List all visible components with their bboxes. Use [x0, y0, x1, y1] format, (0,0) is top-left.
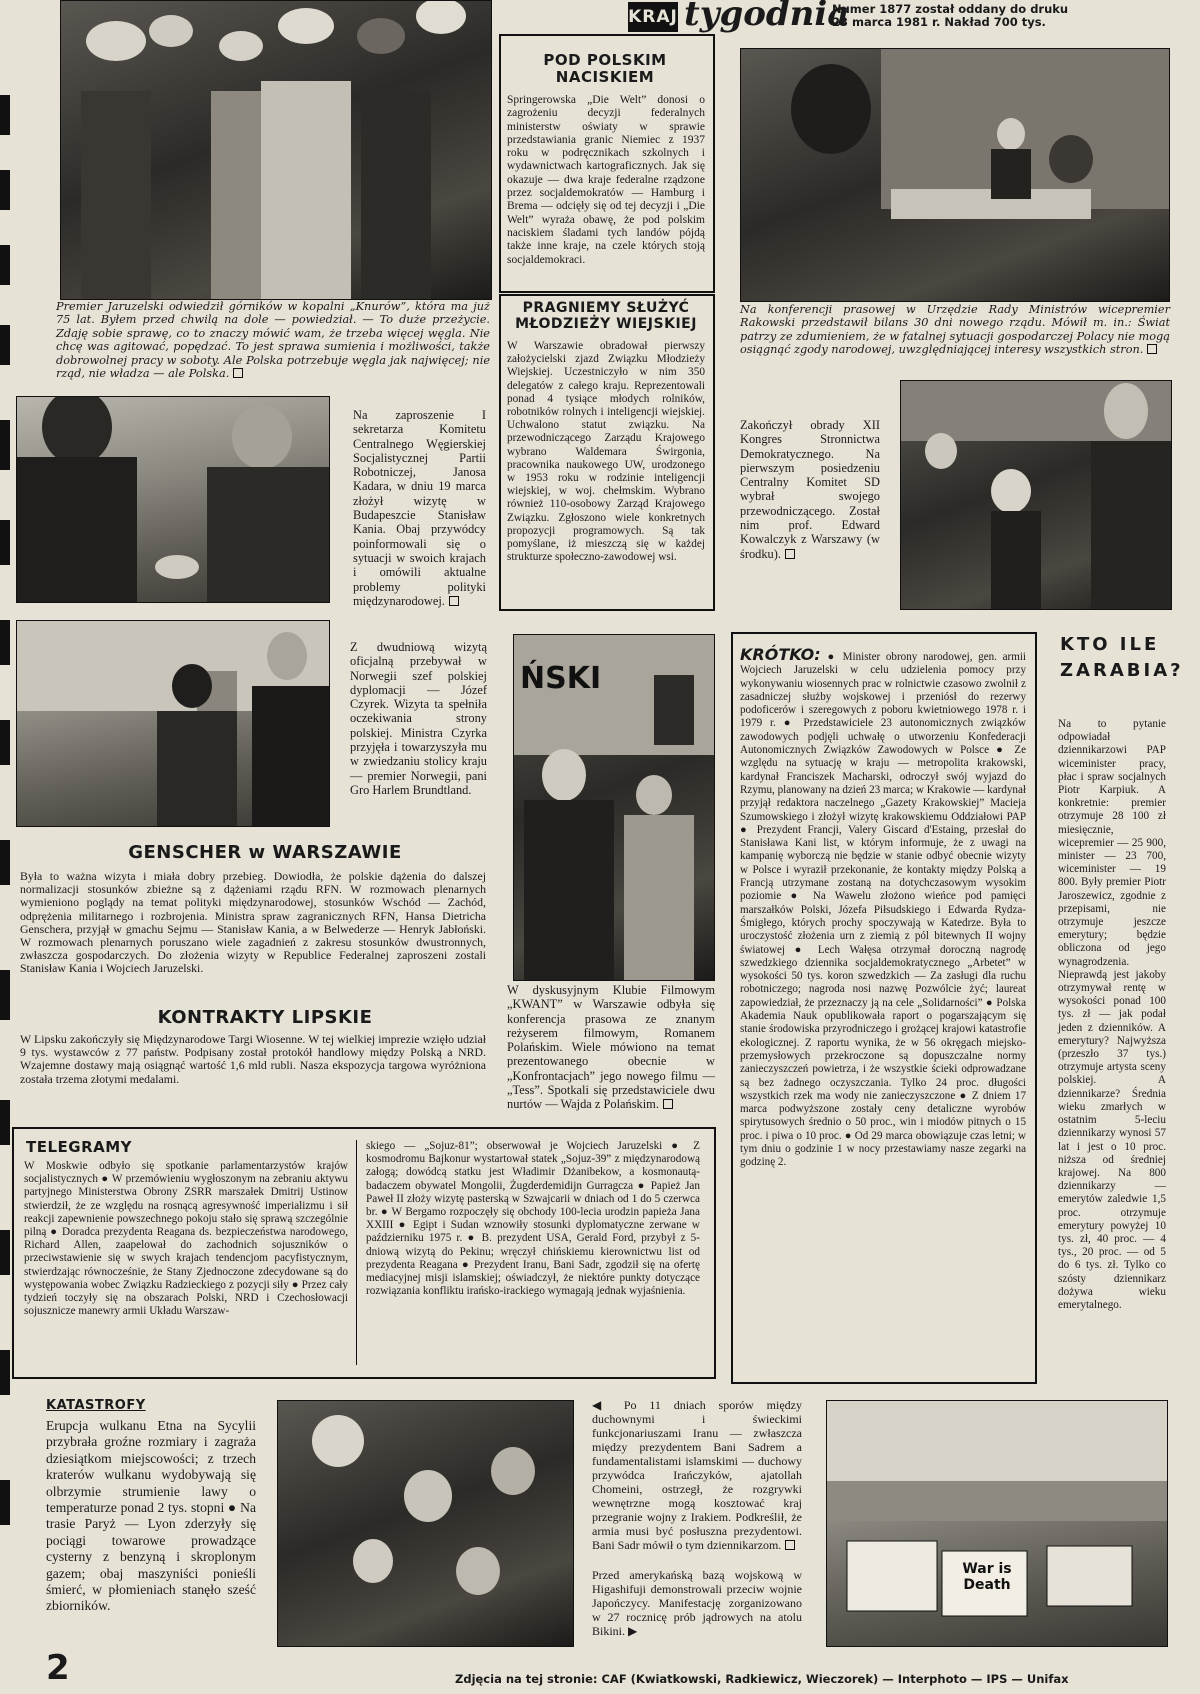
miners-photo — [60, 0, 492, 300]
rakowski-photo — [740, 48, 1170, 302]
krotko-body: KRÓTKO: ● Minister obrony narodowej, gen. armii Wojciech Jaruzelski w celu udzielenia pomocy przy wykonywaniu wiosennych prac w rolnictwie czasowo zwolnił z zasadniczej służby wojskowej i przeniósł do rezerwy podoficerów i szeregowych z poboru kwietniowego 1978 r. i 1979 r. ● Przedstawiciele 23 autonomicznych związków zawodowych podjęli uchwałę o utworzeniu Konfederacji Autonomicznych Związków Zawodowych w Polsce ● Ze względu na sytuację w kraju — metropolita krakowski, kardynał Franciszek Macharski, odroczył swój wyjazd do Rzymu, planowany na dzień 23 marca; w Krakowie — kardynał przyjął redaktora naczelnego „Gazety Krakowskiej” Macieja Szumowskiego i złożył wizytę krakowskiemu Oddziałowi PAP ● Prezydent Francji, Valery Giscard d'Estaing, przesłał do Stanisława Kani list, w którym informuje, że z uwagi na kampanię wyborczą nie będzie w stanie odbyć obecnie wizyty w Polsce i wyraził przekonanie, że kontakty między Polską a Francją utrzymane zostaną na dotychczasowym wysokim poziomie ● Na Wawelu złożono wieńce pod pamięci marszałków Polski, Józefa Piłsudskiego i Edwarda Rydza-Śmigłego, których prochy spoczywają w Katedrze. Była to uroczystość złożenia urn z ziemią z pól bitewnych II wojny światowej ● Lech Wałęsa otrzymał doroczną nagrodę szwedzkiego dziennika socjaldemokratycznego „Arbetet” w wysokości 50 tys. koron szwedzkich — Za zasługi dla ruchu robotniczego; nagroda nosi nazwę Pozwólcie żyć; laureat zapowiedział, że przeznaczy ją na cele „Solidarności” ● Polska Akademia Nauk opublikowała raport o pogarszającym się stanie środowiska przyrodniczego i grożącej krajowi katastrofie ekologicznej. Z raportu wynika, że w 56 okręgach miejsko-przemysłowych przekroczone są dopuszczalne normy zanieczyszczeń powietrza, i że wszystkie ścieki odprowadzane są bez żadnego oczyszczania. Tylko 24 proc. długości wszystkich rzek ma wody nie zanieczyszczone ● Z dniem 17 marca podwyższone zostały ceny detaliczne wyrobów spirytusowych średnio o 50 proc., win i miodów pitnych o 15 proc. i piwa o 10 proc. ● Od 29 marca obowiązuje czas letni; w tym dniu o godzinie 1 w nocy przestawiamy nasze zegarki na godzinę 2. — [740, 645, 1026, 1169]
telegramy-body-left: W Moskwie odbyło się spotkanie parlamentarzystów krajów socjalistycznych ● W przemówieniu wygłoszonym na zebraniu aktywu partyjnego Ministerstwa Obrony ZSRR marszałek Dmitrij Ustinow stwierdził, że ze względu na rosnącą agresywność imperializmu i sił reakcji zapewnienie powszechnego pokoju stało się sprawą szczególnie pilną ● Doradca prezydenta Reagana ds. bezpieczeństwa narodowego, Richard Allen, zaapelował do zachodnich sojuszników o przeciwstawienie się w swych krajach tendencjom pacyfistycznym, stwierdzając równocześnie, że Stany Zjednoczone zdecydowane są do występowania wobec Związku Radzieckiego z pozycji siły ● Przez cały tydzień toczyły się na obszarach Polski, NRD i Czechosłowacji sojusznicze manewry armii Układu Warszaw- — [24, 1160, 348, 1318]
kwant-photo — [513, 634, 715, 981]
genscher-title: GENSCHER w WARSZAWIE — [128, 842, 402, 863]
krotko-title: KRÓTKO: — [740, 645, 821, 664]
end-mark — [785, 549, 795, 559]
binding-mark — [0, 720, 10, 765]
kto-ile-title: KTO ILE ZARABIA? — [1060, 634, 1184, 681]
binding-mark — [0, 95, 10, 135]
kania-budapest-photo — [16, 396, 330, 603]
pod-polskim-title: POD POLSKIM NACISKIEM — [543, 51, 667, 86]
katastrofy-body: Erupcja wulkanu Etna na Sycylii przybrała groźne rozmiary i zagraża dziesiątkom miejscowości; z trzech kraterów wulkanu wydobywają się olbrzymie strumienie lawy o temperaturze ponad 2 tys. stopni ● Na trasie Paryż — Lyon zderzyły się pociągi towarowe prowadzące cysterny z benzyną i skroplonym gazem; obaj maszyniści ponieśli śmierć, w płomieniach stanęło sześć zbiorników. — [46, 1418, 256, 1614]
binding-mark — [0, 1100, 10, 1145]
telegramy-divider — [356, 1140, 357, 1365]
binding-mark — [0, 970, 10, 1020]
rakowski-caption: Na konferencji prasowej w Urzędzie Rady Ministrów wicepremier Rakowski przedstawił bilans 30 dni nowego rządu. Mówił m. in.: Świat patrzy ze zdumieniem, że w fatalnej sytuacji gospodarczej Polacy nie mogą osiągnąć zgody narodowej, uwzględniającej interesy wszystkich stron. — [740, 303, 1170, 357]
katastrofy-title: KATASTROFY — [46, 1398, 146, 1413]
binding-mark — [0, 245, 10, 285]
kwant-sign: ŃSKI — [520, 661, 602, 696]
sd-congress-photo — [900, 380, 1172, 610]
telegramy-title: TELEGRAMY — [26, 1138, 133, 1156]
binding-mark — [0, 520, 10, 565]
sd-congress-text: Zakończył obrady XII Kongres Stronnictwa Demokratycznego. Na pierwszym posiedzeniu Centralny Komitet SD wybrał swojego przewodniczącego. Został nim prof. Edward Kowalczyk z Warszawy (w środku). — [740, 418, 880, 561]
iran-photo — [277, 1400, 574, 1647]
poster-sign: War is Death — [962, 1561, 1012, 1593]
binding-mark — [0, 170, 10, 210]
end-mark — [233, 368, 243, 378]
binding-mark — [0, 420, 10, 470]
kania-budapest-text: Na zaproszenie I sekretarza Komitetu Centralnego Węgierskiej Socjalistycznej Partii Robotniczej, Janosa Kadara, w dniu 19 marca złożył wizytę w Budapeszcie Stanisław Kania. Obaj przywódcy poinformowali się o sytuacji w swoich krajach i omówili aktualne problemy polityki międzynarodowej. — [353, 408, 486, 608]
photo-credits: Zdjęcia na tej stronie: CAF (Kwiatkowski, Radkiewicz, Wieczorek) — Interphoto — IPS — Unifax — [455, 1672, 1069, 1686]
page-number: 2 — [46, 1648, 70, 1688]
binding-mark — [0, 840, 10, 885]
kontrakty-title: KONTRAKTY LIPSKIE — [157, 1007, 373, 1028]
end-mark — [1147, 344, 1157, 354]
iran-caption: ◀ Po 11 dniach sporów między duchownymi i świeckimi funkcjonariuszami Iranu — zwłaszcza między prezydentem Bani Sadrem a fundamentalistami islamskimi — duchowy przywódca Irańczyków, ajatollah Chomeini, ostrzegł, że rozgrywki wewnętrzne mogą kosztować kraj przegranie wojny z Irakiem. Podkreślił, że armia musi być posłuszna prezydentowi. Bani Sadr mówił o tym dziennikarzom. — [592, 1398, 802, 1552]
kwant-caption: W dyskusyjnym Klubie Filmowym „KWANT” w Warszawie odbyła się konferencja prasowa ze znanym reżyserem filmowym, Romanem Polańskim. Wiele mówiono na temat prezentowanego obecnie w „Konfrontacjach” jego nowego filmu — „Tess”. Spotkali się przedstawiciele dwu nurtów — Wajda z Polańskim. — [507, 983, 715, 1112]
binding-mark — [0, 1350, 10, 1395]
binding-mark — [0, 620, 10, 665]
masthead-logo: KRAJ — [628, 2, 678, 32]
czyrek-norway-photo — [16, 620, 330, 827]
telegramy-body-right: skiego — „Sojuz-81”; obserwował je Wojciech Jaruzelski ● Z kosmodromu Bajkonur wystartował statek „Sojuz-39” z międzynarodową załogą; dowódcą statku jest Władimir Dżanibekow, a kosmonautą-badaczem obywatel Mongolii, Żugderdemidijn Gurragcza ● Papież Jan Paweł II złoży wizytę pasterską w Szwajcarii w dniach od 1 do 5 czerwca br. ● W Bergamo rozpoczęły się obchody 100-lecia urodzin papieża Jana XXIII ● Egipt i Sudan wznowiły stosunki dyplomatyczne zerwane w październiku 1975 r. ● B. prezydent USA, Gerald Ford, przybył z 5-dniową wizytą do Pekinu; wręczył chińskiemu kierownictwu list od prezydenta Reagana ● Prezydent Iranu, Bani Sadr, zgodził się na ofertę mediacyjnej misji islamskiej; oświadczył, że niektóre punkty dotyczące rozwiązania konfliktu irańsko-irackiego wymagają jednak wyjaśnienia. — [366, 1140, 700, 1298]
miners-caption: Premier Jaruzelski odwiedził górników w kopalni „Knurów”, która ma już 75 lat. Byłem przed chwilą na dole — powiedział. — To duże przeżycie. Zdaję sobie sprawę, co to znaczy mówić wam, że trzeba więcej węgla. Nie chcę was agitować, popędzać. To jest sprawa sumienia i możliwości, także dobrowolnej pracy w soboty. Ale Polska potrzebuje węgla jak najwięcej; nie rząd, nie władza — ale Polska. — [56, 300, 490, 381]
kto-ile-body: Na to pytanie odpowiadał dziennikarzowi PAP wiceminister pracy, płac i spraw socjalnych Piotr Karpiuk. A konkretnie: premier otrzymuje 28 100 zł miesięcznie, wicepremier — 25 900, minister — 23 700, wiceminister — 19 800. Były premier Piotr Jaroszewicz, zgodnie z przepisami, nie otrzymuje jeszcze emerytury; będzie obliczona od jego wynagrodzenia. Nieprawdą jest jakoby otrzymywał rentę w wysokości ponad 100 tys. zł — jak podał jeden z dzienników. A emerytury? Najwyższa (przeszło 37 tys.) otrzymuje artysta sceny polskiej. A dziennikarze? Średnia wieku zmarłych w ostatnim 5-leciu dziennikarzy wynosi 57 lat i jest o 10 proc. niższa od średniej krajowej. Na 800 dziennikarzy — emerytów zaledwie 1,5 proc. otrzymuje emerytury powyżej 10 tys. zł, 40 proc. — 4 tys., 20 proc. — od 5 do 6 tys. zł. Tylko co szósty dziennikarz dożywa wieku emerytalnego. — [1058, 718, 1166, 1311]
japan-caption: Przed amerykańską bazą wojskową w Higashifuji demonstrowali przeciw wojnie Japończycy. Manifestację zorganizowano w 27 rocznicę prób jądrowych na atolu Bikini. ▶ — [592, 1568, 802, 1638]
pragniemy-body: W Warszawie obradował pierwszy założycielski zjazd Związku Młodzieży Wiejskiej. Uczestniczyło w nim 350 delegatów z całego kraju. Reprezentowali ponad 4 tysiące młodych rolników, robotników rolnych i inteligencji wiejskiej. Uchwalono statut związku. Na przewodniczącego Zarządu Krajowego wybrano Waldemara Świrgonia, pracownika naukowego UW, urodzonego w 1953 roku w rodzinie inteligencji wiejskiej, w woj. chełmskim. Wybrano również 110-osobowy Zarząd Krajowego Związku. Zgłoszono wiele konkretnych propozycji programowych. Są tak pomyślane, iż mieszczą się w każdej strukturze społeczno-zawodowej wsi. — [507, 340, 705, 564]
japan-photo — [826, 1400, 1168, 1647]
issue-note: Numer 1877 został oddany do druku 23 marca 1981 r. Nakład 700 tys. — [832, 2, 1069, 29]
masthead-title: tygodnia — [684, 0, 850, 34]
pod-polskim-body: Springerowska „Die Welt” donosi o zagrożeniu decyzji federalnych ministerstw oświaty w sprawie przedstawiania granic Niemiec z 1937 roku w podręcznikach szkolnych i wydawnictwach kartograficznych. Jak się okazuje — dwa kraje federalne rządzone przez socjaldemokratów — Hamburg i Brema — odcięły się od tej decyzji i „Die Welt” wyraża obawę, że pod polskim naciskiem śladami tych landów pójdą także inne kraje, na czele których stoją socjaldemokraci. — [507, 94, 705, 266]
binding-mark — [0, 325, 10, 365]
end-mark — [663, 1099, 673, 1109]
genscher-body: Była to ważna wizyta i miała dobry przebieg. Dowiodła, że polskie dążenia do dalszej normalizacji stosunków zbieżne są z dążeniami rządu RFN. W rozmowach plenarnych wymieniono poglądy na temat polityki międzynarodowej, stosunków Wschód — Zachód, odprężenia militarnego i rozbrojenia. Ministra spraw zagranicznych RFN, Hansa Dietricha Genschera, przyjął w gmachu Sejmu — Stanisław Kania, a w Belwederze — Henryk Jabłoński. W rozmowach plenarnych poruszano wiele zagadnień z zakresu stosunków dwustronnych, zwłaszcza gospodarczych. Do złożenia wizyty w Republice Federalnej zaproszeni zostali Stanisław Kania i Wojciech Jaruzelski. — [20, 869, 486, 976]
end-mark — [785, 1540, 795, 1550]
binding-mark — [0, 1480, 10, 1525]
pragniemy-title: PRAGNIEMY SŁUŻYĆ MŁODZIEŻY WIEJSKIEJ — [515, 300, 697, 332]
kontrakty-body: W Lipsku zakończyły się Międzynarodowe Targi Wiosenne. W tej wielkiej imprezie wzięło udział 9 tys. wystawców z 77 państw. Podpisany został protokół handlowy między Polską a NRD. Wzajemne dostawy mają osiągnąć wartość 1,6 mld rubli. Nasza ekspozycja targowa wyróżniona została trzema złotymi medalami. — [20, 1032, 486, 1086]
binding-mark — [0, 1230, 10, 1275]
czyrek-norway-text: Z dwudniową wizytą oficjalną przebywał w Norwegii szef polskiej dyplomacji — Józef Czyrek. Wizyta ta spełniła oczekiwania strony polskiej. Ministra Czyrka przyjęła i towarzyszyła mu w zwiedzaniu stolicy kraju — premier Norwegii, pani Gro Harlem Brundtland. — [350, 640, 487, 797]
end-mark — [449, 596, 459, 606]
